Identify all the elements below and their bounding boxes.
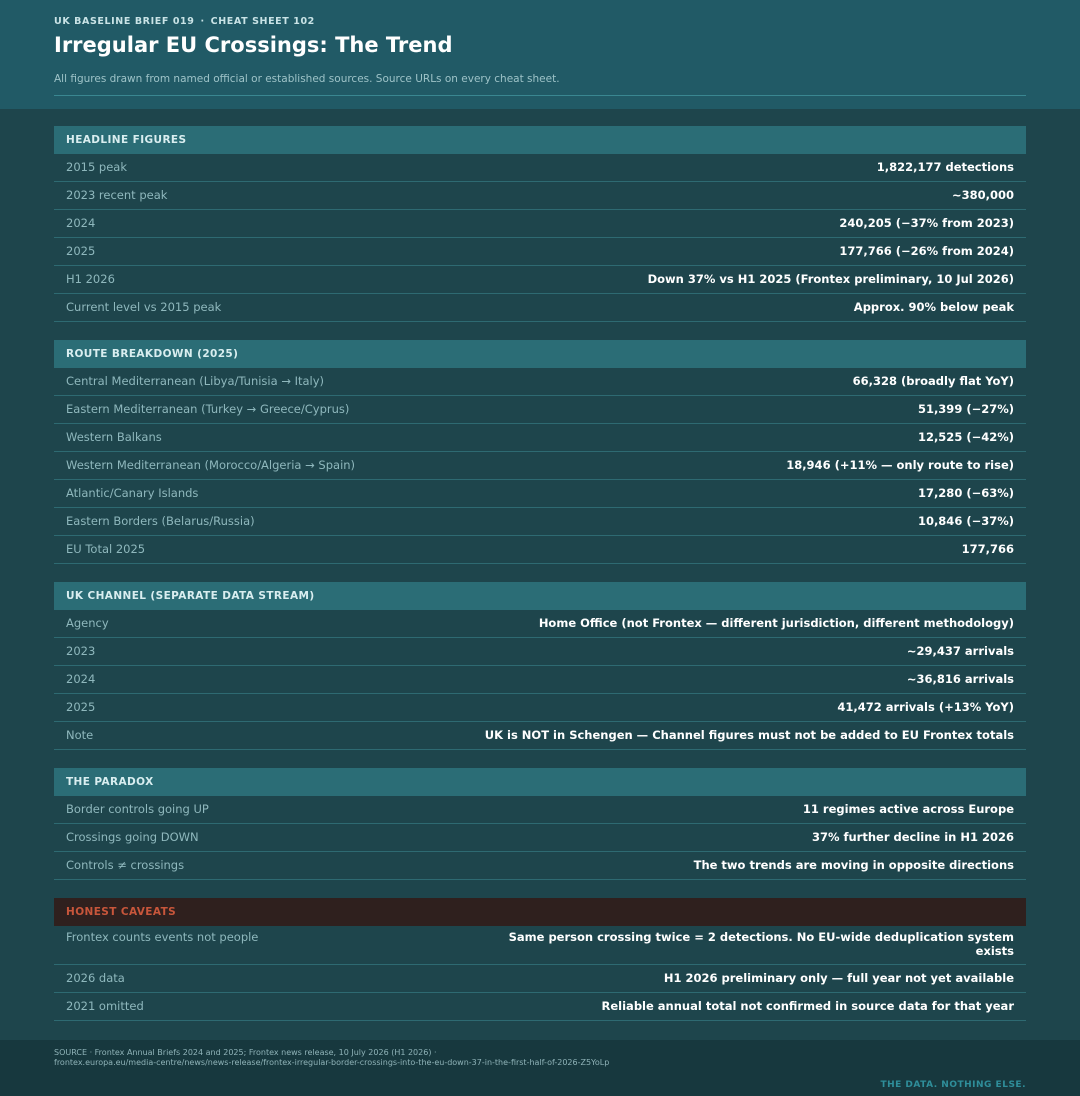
row-value: 66,328 (broadly flat YoY) [852,374,1014,388]
row-label: 2023 recent peak [66,188,168,202]
section-title: HONEST CAVEATS [54,898,1026,926]
row-label: 2015 peak [66,160,128,174]
row-label: Controls ≠ crossings [66,858,185,872]
sheet-number: CHEAT SHEET 102 [210,16,315,27]
row-value: Down 37% vs H1 2025 (Frontex preliminary, 10 Jul 2026) [647,272,1014,286]
table-row [54,182,1026,210]
table-row [54,796,1026,824]
row-value: The two trends are moving in opposite directions [693,858,1014,872]
row-value: 41,472 arrivals (+13% YoY) [837,700,1014,714]
headline-figures-section [54,126,1026,322]
footer-tagline: THE DATA. NOTHING ELSE. [880,1080,1026,1090]
table-row [54,154,1026,182]
row-value: 37% further decline in H1 2026 [811,830,1014,844]
row-label: EU Total 2025 [66,542,146,556]
row-label: Border controls going UP [66,802,209,816]
section-title: HEADLINE FIGURES [54,126,1026,154]
section-title: UK CHANNEL (SEPARATE DATA STREAM) [54,582,1026,610]
row-value: Home Office (not Frontex — different jurisdiction, different methodology) [538,616,1014,630]
table-row [54,965,1026,993]
row-value: 12,525 (−42%) [917,430,1014,444]
table-row [54,508,1026,536]
row-label: Eastern Mediterranean (Turkey → Greece/Cyprus) [66,402,350,416]
row-value: H1 2026 preliminary only — full year not yet available [663,971,1014,985]
source-line: SOURCE · Frontex Annual Briefs 2024 and 2025; Frontex news release, 10 July 2026 (H1 2026) · [54,1048,437,1057]
row-label: 2026 data [66,971,125,985]
table-row [54,368,1026,396]
row-label: H1 2026 [66,272,115,286]
row-value: 1,822,177 detections [876,160,1014,174]
row-value: 10,846 (−37%) [917,514,1014,528]
table-row [54,396,1026,424]
row-label: 2024 [66,216,96,230]
row-label: 2023 [66,644,96,658]
row-value: 240,205 (−37% from 2023) [839,216,1014,230]
table-row [54,694,1026,722]
row-value: ~29,437 arrivals [906,644,1014,658]
row-value: 11 regimes active across Europe [802,802,1014,816]
page-title: Irregular EU Crossings: The Trend [54,33,453,57]
row-value: Reliable annual total not confirmed in source data for that year [601,999,1014,1013]
brief-kicker [54,16,315,27]
row-value: 17,280 (−63%) [917,486,1014,500]
row-value: Approx. 90% below peak [853,300,1014,314]
table-row [54,722,1026,750]
row-label: Atlantic/Canary Islands [66,486,199,500]
table-row [54,926,1026,965]
page-footer [0,1040,1080,1096]
row-label: Note [66,728,94,742]
row-value: ~36,816 arrivals [906,672,1014,686]
table-row [54,993,1026,1021]
row-label: 2025 [66,244,96,258]
uk-channel-section [54,582,1026,750]
table-row [54,294,1026,322]
page-header [0,0,1080,109]
row-label: Agency [66,616,109,630]
row-value: UK is NOT in Schengen — Channel figures must not be added to EU Frontex totals [484,728,1014,742]
table-row [54,824,1026,852]
row-label: Frontex counts events not people [66,930,259,944]
section-title: THE PARADOX [54,768,1026,796]
row-value: Same person crossing twice = 2 detections. No EU-wide deduplication system exists [508,930,1014,958]
table-row [54,452,1026,480]
table-row [54,536,1026,564]
table-row [54,480,1026,508]
header-divider [54,95,1026,96]
paradox-section [54,768,1026,880]
table-row [54,610,1026,638]
row-label: Western Mediterranean (Morocco/Algeria → Spain) [66,458,356,472]
table-row [54,666,1026,694]
table-row [54,210,1026,238]
source-citation [54,1048,1026,1068]
table-row [54,266,1026,294]
table-row [54,238,1026,266]
row-label: Eastern Borders (Belarus/Russia) [66,514,255,528]
route-breakdown-section [54,340,1026,564]
page-subtitle: All figures drawn from named official or established sources. Source URLs on every cheat sheet. [54,73,560,85]
row-value: 177,766 (−26% from 2024) [839,244,1014,258]
kicker-separator: · [200,16,205,27]
row-label: 2021 omitted [66,999,144,1013]
row-label: Western Balkans [66,430,162,444]
row-label: 2025 [66,700,96,714]
caveats-section [54,898,1026,1021]
row-label: Central Mediterranean (Libya/Tunisia → Italy) [66,374,325,388]
row-value: ~380,000 [951,188,1014,202]
table-row [54,424,1026,452]
row-value: 51,399 (−27%) [917,402,1014,416]
table-row [54,638,1026,666]
section-title: ROUTE BREAKDOWN (2025) [54,340,1026,368]
row-label: Crossings going DOWN [66,830,199,844]
row-label: 2024 [66,672,96,686]
brief-number: UK BASELINE BRIEF 019 [54,16,195,27]
row-value: 18,946 (+11% — only route to rise) [786,458,1014,472]
table-row [54,852,1026,880]
row-label: Current level vs 2015 peak [66,300,222,314]
source-url: frontex.europa.eu/media-centre/news/news-release/frontex-irregular-border-crossings-into-the-eu-down-37-in-the-first-half-of-2026-Z5YoLp [54,1058,610,1067]
row-value: 177,766 [961,542,1014,556]
